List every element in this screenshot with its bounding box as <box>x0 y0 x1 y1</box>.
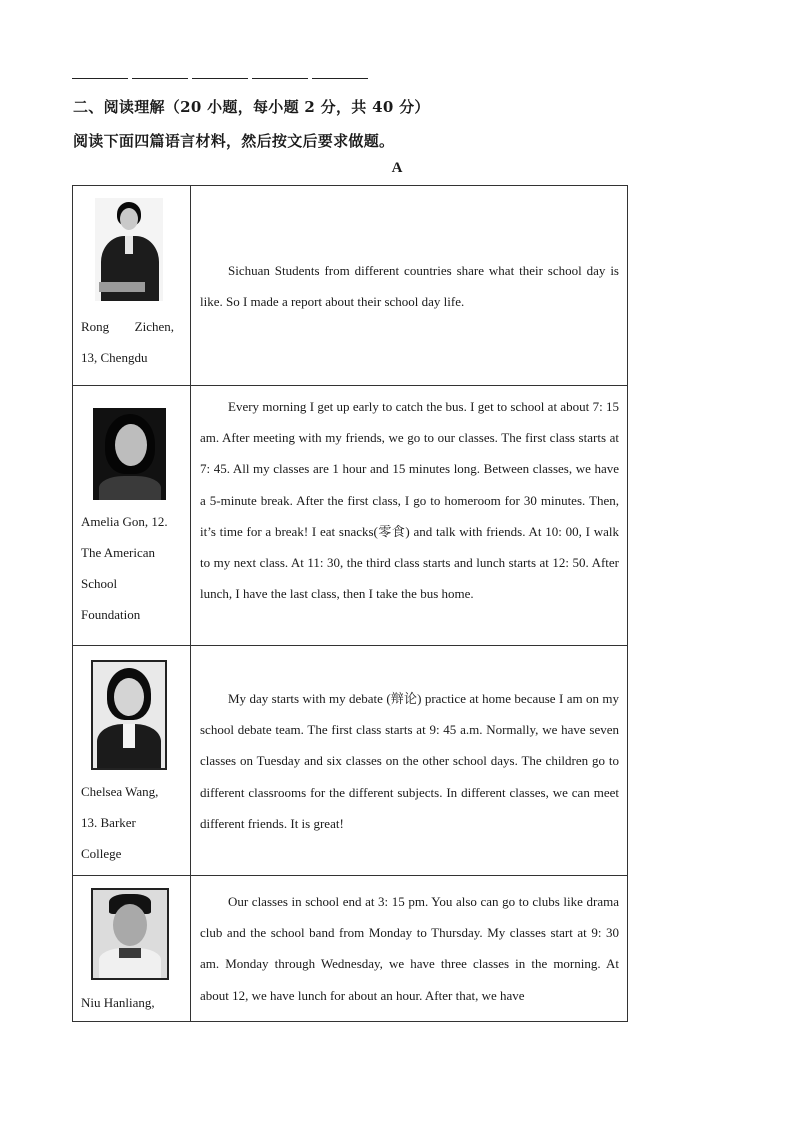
student-photo <box>91 888 169 980</box>
table-row <box>73 876 628 1022</box>
instructions: 阅读下面四篇语言材料，然后按文后要求做题。 <box>73 132 395 150</box>
passage-text: Our classes in school end at 3: 15 pm. You also can go to clubs like drama club and the school band from Monday to Thursday. My classes start at 9: 30 am. Monday through Wednesday, we have three classes in the morning. At about 12, we have lunch for about an hour. After that, we have <box>200 894 619 1003</box>
table-row <box>73 386 628 646</box>
caption-line: 13. Barker <box>81 815 136 830</box>
passage-cell <box>191 646 628 876</box>
caption-line: Rong Zichen, <box>81 319 174 334</box>
caption-line: 13, Chengdu <box>81 350 148 365</box>
person-cell <box>73 386 191 646</box>
table-row <box>73 646 628 876</box>
caption-line: Niu Hanliang, <box>81 995 155 1010</box>
student-photo <box>95 198 163 301</box>
passage-label: A <box>391 160 403 176</box>
passage-text: Sichuan Students from different countries share what their school day is like. So I made a report about their school day life. <box>200 263 619 310</box>
caption-line: School <box>81 576 118 591</box>
person-cell <box>73 646 191 876</box>
passage-cell <box>191 186 628 386</box>
table-row <box>73 186 628 386</box>
person-cell <box>73 876 191 1022</box>
caption-line: The American <box>81 545 155 560</box>
caption-line: Amelia Gon, 12. <box>81 514 168 529</box>
person-cell <box>73 186 191 386</box>
passage-cell <box>191 876 628 1022</box>
student-photo <box>93 408 166 500</box>
answer-blanks <box>72 78 368 84</box>
reading-table <box>72 185 628 1022</box>
passage-cell <box>191 386 628 646</box>
caption-line: College <box>81 846 122 861</box>
passage-text: My day starts with my debate (辩论) practice at home because I am on my school debate team. The first class starts at 9: 45 a.m. Normally, we have seven classes on Tuesday and six classes on the other school days. The children go to different classrooms for the different subjects. In different classes, we can meet different friends. It is great! <box>200 691 619 831</box>
caption-line: Foundation <box>81 607 141 622</box>
student-photo <box>91 660 167 770</box>
section-title: 二、阅读理解（20 小题，每小题 2 分，共 40 分） <box>73 98 430 116</box>
passage-text: Every morning I get up early to catch the bus. I get to school at about 7: 15 am. After meeting with my friends, we go to our classes. The first class starts at 7: 45. All my classes are 1 hour and 15 minutes long. Between classes, we have a 5-minute break. After the first class, I go to homeroom for 30 minutes. Then, it’s time for a break! I eat snacks(零食) and talk with friends. At 10: 00, I walk to my next class. At 11: 30, the third class starts and lunch starts at 12: 50. After lunch, I have the last class, then I take the bus home. <box>200 399 619 602</box>
caption-line: Chelsea Wang, <box>81 784 159 799</box>
